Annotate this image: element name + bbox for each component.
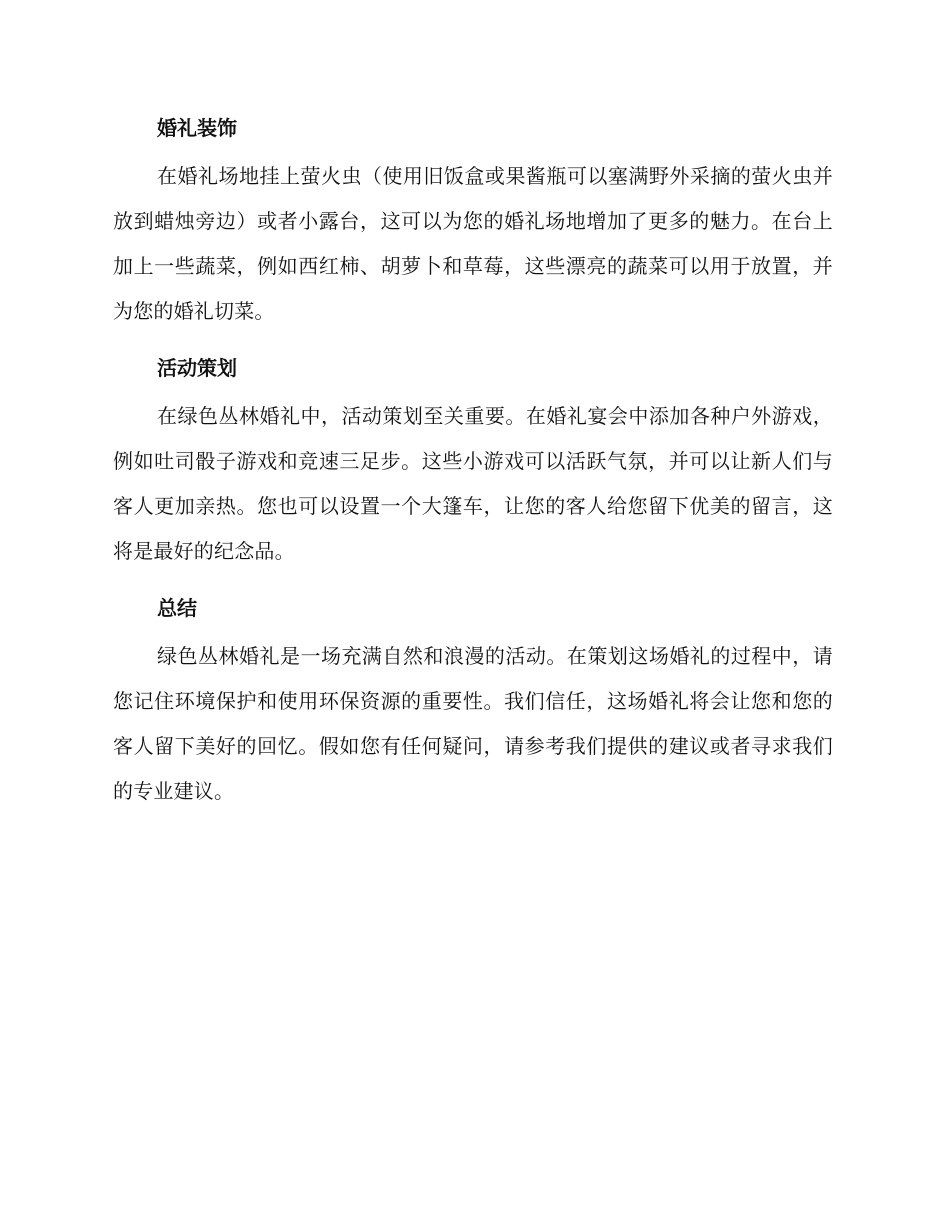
section-heading-summary: 总结 <box>157 596 197 620</box>
section-body-decoration: 在婚礼场地挂上萤火虫（使用旧饭盒或果酱瓶可以塞满野外采摘的萤火虫并放到蜡烛旁边）或者小露台，这可以为您的婚礼场地增加了更多的魅力。在台上加上一些蔬菜，例如西红柿、胡萝卜和草莓，这些漂亮的蔬菜可以用于放置，并为您的婚礼切菜。 <box>113 164 833 323</box>
section-body-activities: 在绿色丛林婚礼中，活动策划至关重要。在婚礼宴会中添加各种户外游戏，例如吐司骰子游戏和竞速三足步。这些小游戏可以活跃气氛，并可以让新人们与客人更加亲热。您也可以设置一个大篷车，让您的客人给您留下优美的留言，这将是最好的纪念品。 <box>113 404 833 563</box>
document-content <box>113 108 833 828</box>
section-heading-decoration: 婚礼装饰 <box>157 116 237 140</box>
section-body-summary: 绿色丛林婚礼是一场充满自然和浪漫的活动。在策划这场婚礼的过程中，请您记住环境保护和使用环保资源的重要性。我们信任，这场婚礼将会让您和您的客人留下美好的回忆。假如您有任何疑问，请参考我们提供的建议或者寻求我们的专业建议。 <box>113 644 833 803</box>
section-heading-activities: 活动策划 <box>157 356 237 380</box>
